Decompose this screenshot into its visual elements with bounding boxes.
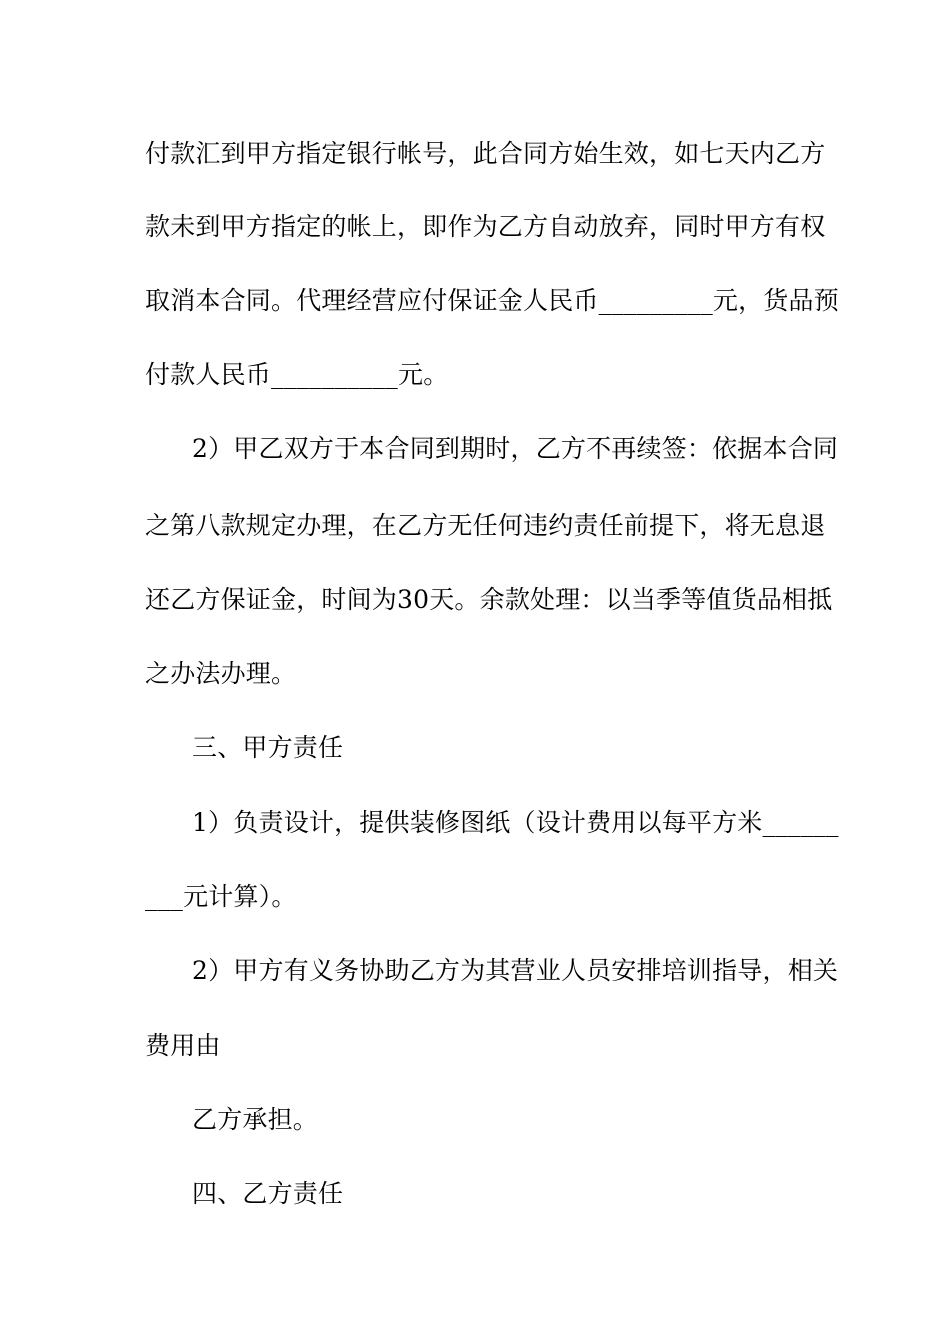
paragraph-line: 付款人民币__________元。 bbox=[145, 360, 449, 389]
paragraph-line: 乙方承担。 bbox=[192, 1105, 319, 1134]
paragraph-line: 1）负责设计，提供装修图纸（设计费用以每平方米______ bbox=[192, 808, 839, 837]
paragraph-line: 取消本合同。代理经营应付保证金人民币_________元，货品预 bbox=[145, 286, 839, 315]
paragraph-line: 费用由 bbox=[145, 1031, 221, 1060]
section-heading: 四、乙方责任 bbox=[192, 1179, 344, 1208]
paragraph-line: 之第八款规定办理，在乙方无任何违约责任前提下，将无息退 bbox=[145, 511, 826, 540]
paragraph-line: 2）甲方有义务协助乙方为其营业人员安排培训指导，相关 bbox=[192, 956, 839, 985]
paragraph-line: 还乙方保证金，时间为30天。余款处理：以当季等值货品相抵 bbox=[145, 585, 833, 614]
paragraph-line: 之办法办理。 bbox=[145, 659, 297, 688]
paragraph-line: 2）甲乙双方于本合同到期时，乙方不再续签：依据本合同 bbox=[192, 434, 839, 463]
paragraph-line: 付款汇到甲方指定银行帐号，此合同方始生效，如七天内乙方 bbox=[145, 139, 826, 168]
paragraph-line: 款未到甲方指定的帐上，即作为乙方自动放弃，同时甲方有权 bbox=[145, 212, 826, 241]
paragraph-line: ___元计算）。 bbox=[145, 882, 297, 911]
section-heading: 三、甲方责任 bbox=[192, 733, 344, 762]
